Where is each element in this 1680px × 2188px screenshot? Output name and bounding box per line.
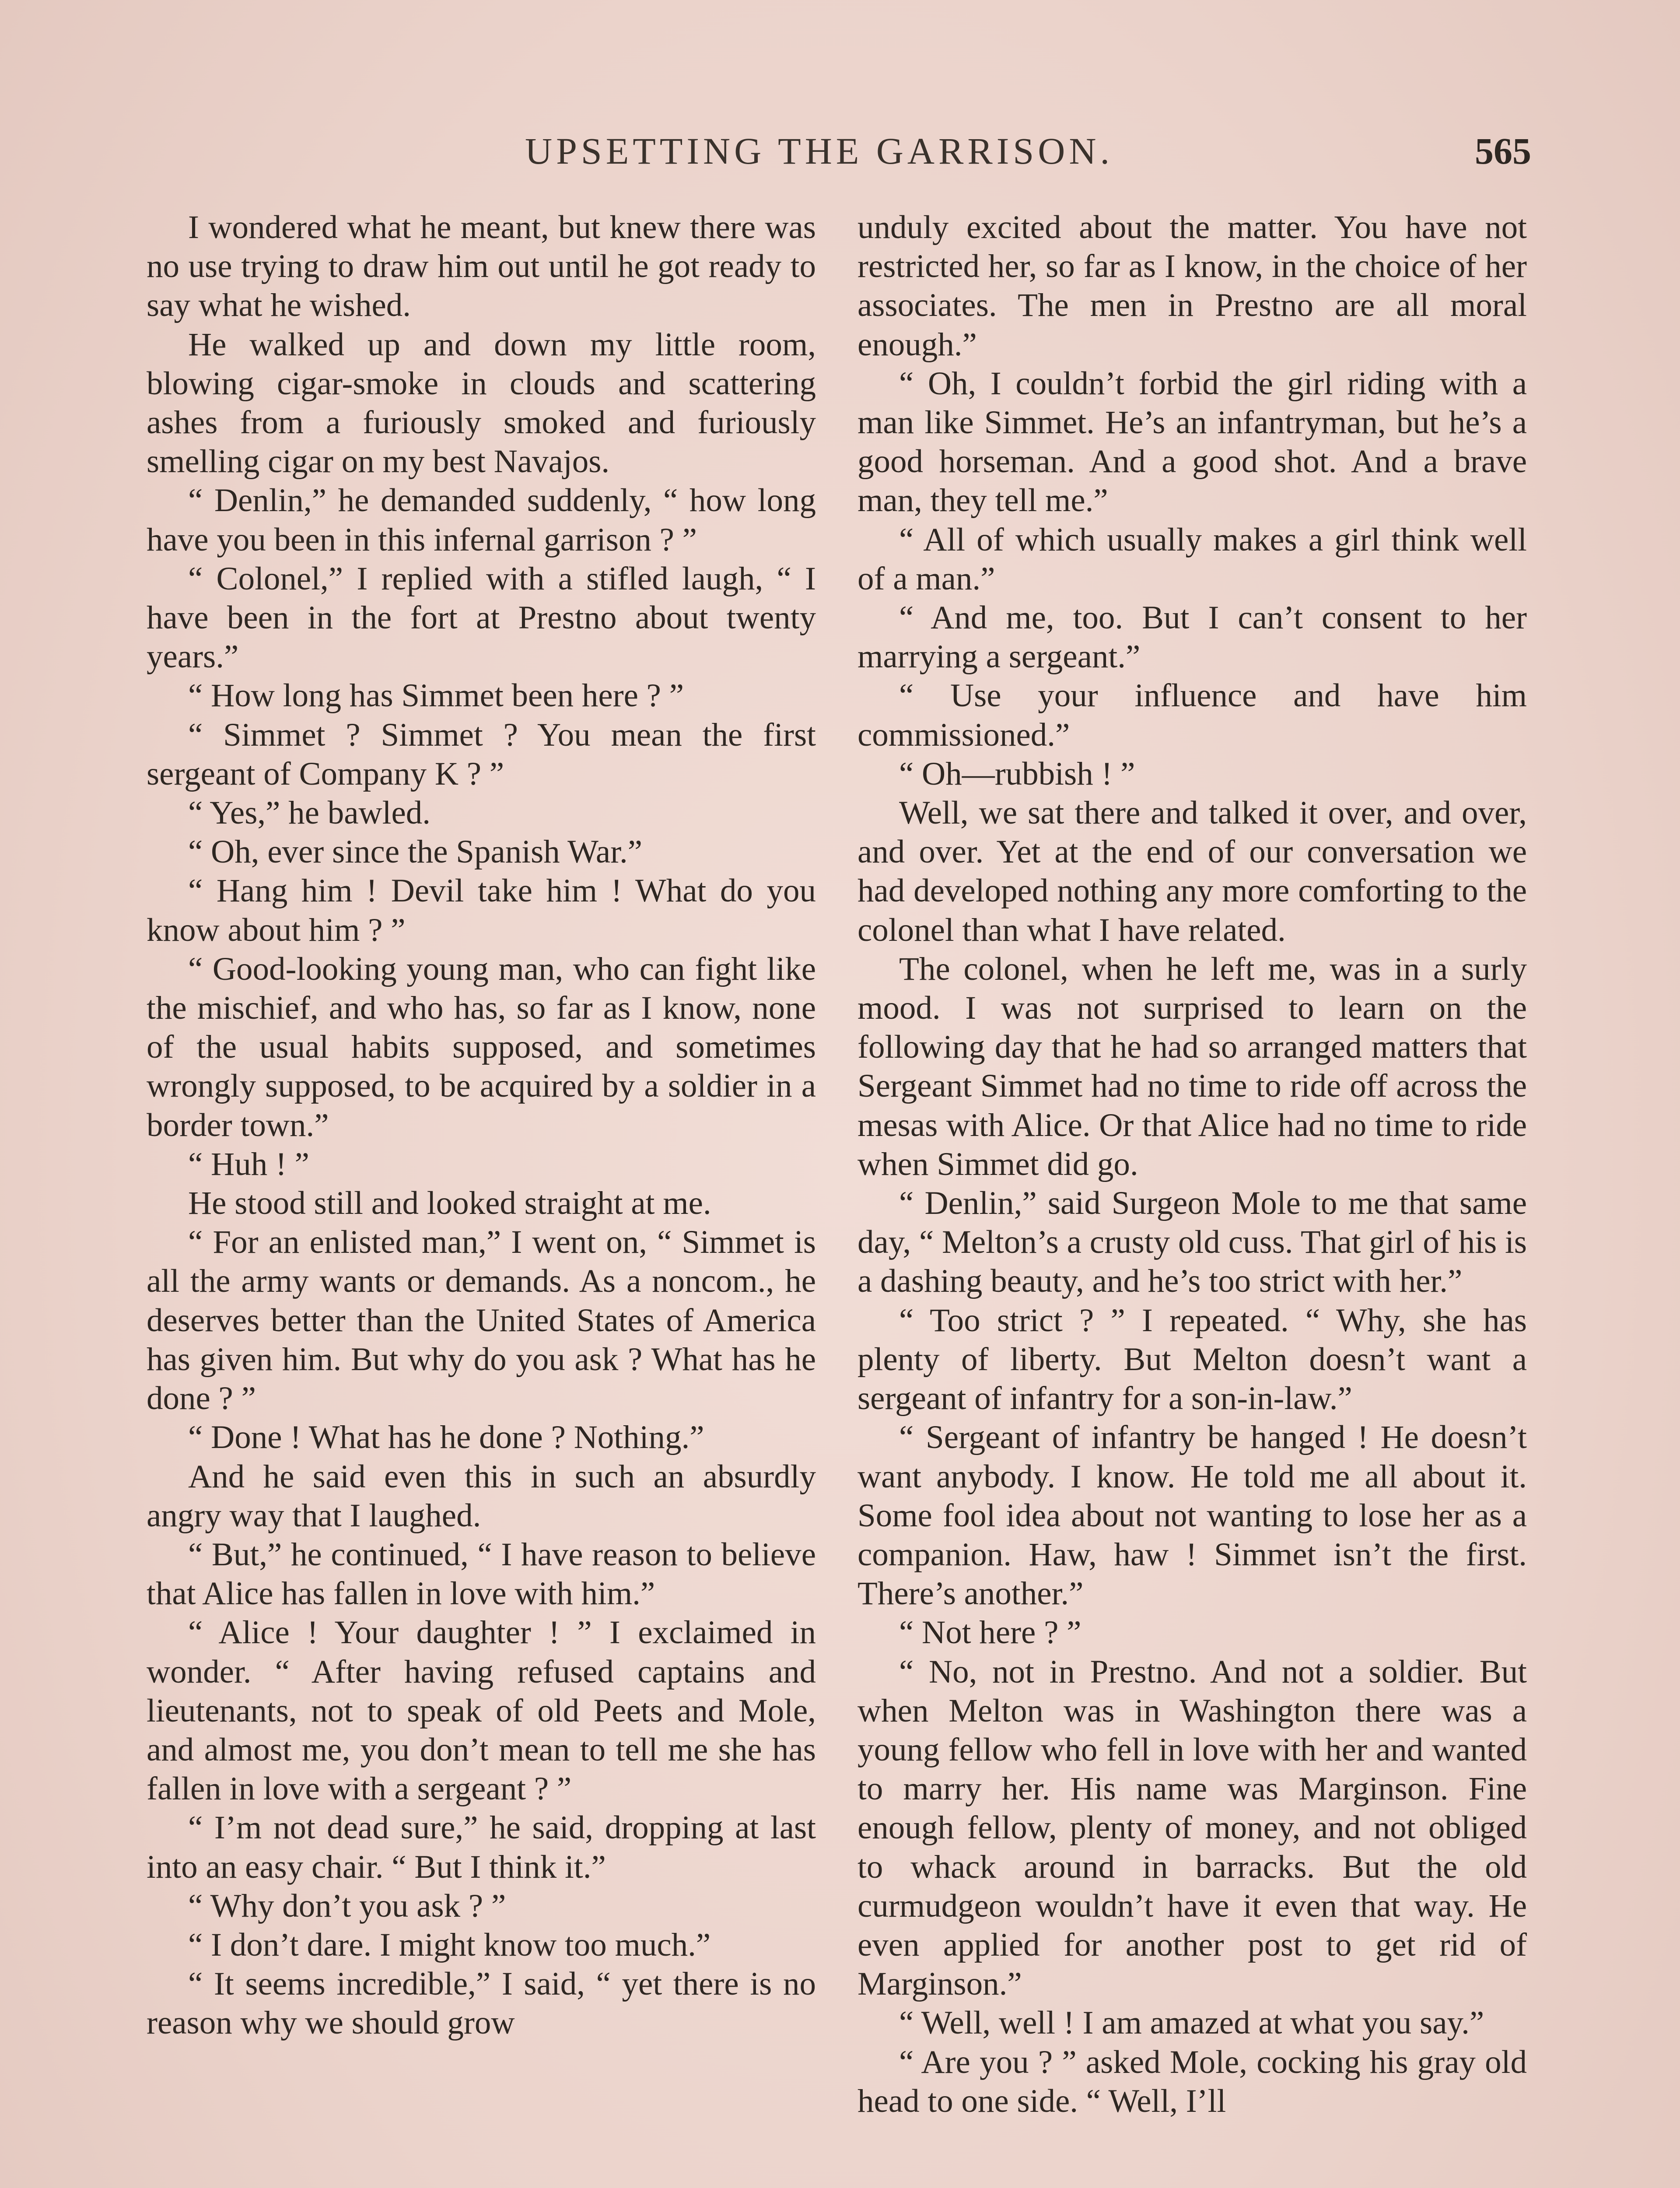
paragraph: “ Oh, ever since the Spanish War.” xyxy=(188,834,643,870)
paragraph: “ But,” he continued, “ I have reason to believe that Alice has fallen in love with him.” xyxy=(147,1536,816,1612)
paragraph: He stood still and looked straight at me. xyxy=(188,1185,711,1222)
page-header xyxy=(525,127,1531,175)
continued-paragraph: unduly excited about the matter. You have not restricted her, so far as I know, in the choice of her associates. The men in Prestno are all moral enough.” xyxy=(858,209,1527,363)
paragraph: The colonel, when he left me, was in a surly mood. I was not surprised to learn on the following day that he had so arranged matters that Sergeant Simmet had no time to ride off across the mesas with Alice. Or that Alice had no time to ride when Simmet did go. xyxy=(858,950,1527,1182)
paragraph: “ Good-looking young man, who can fight like the mischief, and who has, so far as I know, none of the usual habits supposed, and sometimes wrongly supposed, to be acquired by a soldier in a border town.” xyxy=(147,950,816,1143)
paragraph: “ Denlin,” he demanded suddenly, “ how long have you been in this infernal garrison ? ” xyxy=(147,482,816,558)
paragraph: “ Done ! What has he done ? Nothing.” xyxy=(188,1419,704,1456)
paragraph: “ I’m not dead sure,” he said, dropping at last into an easy chair. “ But I think it.” xyxy=(147,1809,816,1885)
paragraph: “ Denlin,” said Surgeon Mole to me that same day, “ Melton’s a crusty old cuss. That girl of his is a dashing beauty, and he’s too strict with her.” xyxy=(858,1185,1527,1300)
paragraph: “ Yes,” he bawled. xyxy=(188,795,431,831)
paragraph: “ And me, too. But I can’t consent to her marrying a sergeant.” xyxy=(858,600,1527,675)
paragraph: “ It seems incredible,” I said, “ yet there is no reason why we should grow xyxy=(147,1966,816,2041)
page-number: 565 xyxy=(1475,130,1531,172)
paragraph: “ Oh—rubbish ! ” xyxy=(899,755,1135,792)
paragraph: And he said even this in such an absurdly angry way that I laughed. xyxy=(147,1458,816,1534)
right-column xyxy=(858,208,1527,2121)
paragraph: “ Alice ! Your daughter ! ” I exclaimed in wonder. “ After having refused captains and lieutenants, not to speak of old Peets and Mole, and almost me, you don’t mean to tell me she has fallen in love with a sergeant ? ” xyxy=(147,1614,816,1807)
left-column xyxy=(147,208,816,2043)
running-title: UPSETTING THE GARRISON. xyxy=(525,130,1113,172)
paragraph: He walked up and down my little room, blowing cigar-smoke in clouds and scattering ashes from a furiously smoked and furiously smelling cigar on my best Navajos. xyxy=(147,326,816,480)
paragraph: “ No, not in Prestno. And not a soldier. But when Melton was in Washington there was a young fellow who fell in love with her and wanted to marry her. His name was Marginson. Fine enough fellow, plenty of money, and not obliged to whack around in barracks. But the old curmudgeon wouldn’t have it even that way. He even applied for another post to get rid of Marginson.” xyxy=(858,1653,1527,2002)
paragraph: I wondered what he meant, but knew there was no use trying to draw him out until he got ready to say what he wished. xyxy=(147,209,816,324)
paragraph: “ Too strict ? ” I repeated. “ Why, she has plenty of liberty. But Melton doesn’t want a sergeant of infantry for a son-in-law.” xyxy=(858,1302,1527,1417)
paragraph: “ Well, well ! I am amazed at what you say.” xyxy=(899,2005,1484,2041)
paragraph: “ Oh, I couldn’t forbid the girl riding with a man like Simmet. He’s an infantryman, but he’s a good horseman. And a good shot. And a brave man, they tell me.” xyxy=(858,365,1527,519)
paragraph: “ Are you ? ” asked Mole, cocking his gray old head to one side. “ Well, I’ll xyxy=(858,2044,1527,2119)
paragraph: “ Simmet ? Simmet ? You mean the first sergeant of Company K ? ” xyxy=(147,716,816,792)
paragraph: “ Use your influence and have him commissioned.” xyxy=(858,677,1527,753)
paragraph: “ For an enlisted man,” I went on, “ Simmet is all the army wants or demands. As a noncom., he deserves better than the United States of America has given him. But why do you ask ? What has he done ? ” xyxy=(147,1224,816,1417)
paragraph: “ How long has Simmet been here ? ” xyxy=(188,677,684,714)
paragraph: “ Sergeant of infantry be hanged ! He doesn’t want anybody. I know. He told me all about it. Some fool idea about not wanting to lose her as a companion. Haw, haw ! Simmet isn’t the first. There’s another.” xyxy=(858,1419,1527,1612)
paragraph: “ Colonel,” I replied with a stifled laugh, “ I have been in the fort at Prestno about twenty years.” xyxy=(147,560,816,675)
paragraph: “ Huh ! ” xyxy=(188,1146,309,1182)
paragraph: “ I don’t dare. I might know too much.” xyxy=(188,1926,711,1963)
paragraph: Well, we sat there and talked it over, and over, and over. Yet at the end of our conversation we had developed nothing any more comforting to the colonel than what I have related. xyxy=(858,795,1527,948)
paragraph: “ Why don’t you ask ? ” xyxy=(188,1887,506,1924)
paragraph: “ Hang him ! Devil take him ! What do you know about him ? ” xyxy=(147,873,816,948)
paragraph: “ All of which usually makes a girl think well of a man.” xyxy=(858,521,1527,597)
paragraph: “ Not here ? ” xyxy=(899,1614,1082,1651)
